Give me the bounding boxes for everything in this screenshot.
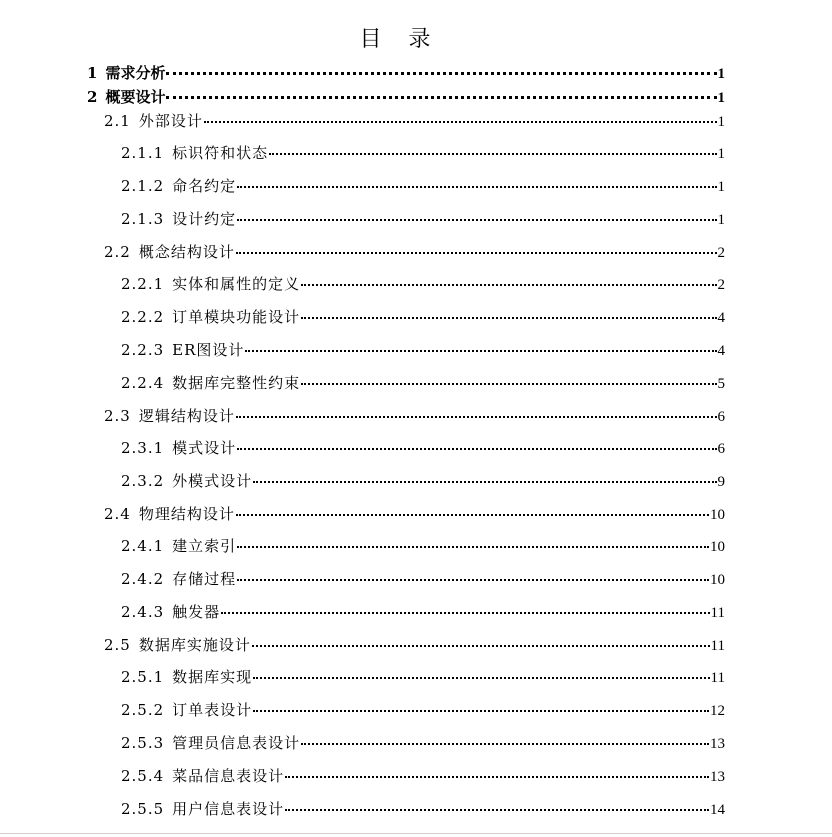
toc-entry-level2[interactable] — [0, 110, 725, 142]
toc-entry-title: 菜品信息表设计 — [172, 767, 285, 785]
toc-entry-level3[interactable] — [0, 273, 725, 306]
toc-entry-level3[interactable] — [0, 765, 725, 798]
toc-dot-leader — [253, 481, 716, 483]
toc-dot-leader — [237, 546, 709, 548]
toc-entry-page-number: 13 — [710, 736, 725, 752]
toc-entry-page-number: 1 — [717, 146, 725, 162]
toc-title: 目 录 — [359, 27, 441, 52]
toc-dot-leader — [166, 96, 716, 99]
toc-entry-number: 2.5.1 — [121, 668, 165, 686]
toc-entry-number: 2.5.2 — [121, 701, 165, 719]
toc-entry-page-number: 1 — [717, 114, 725, 130]
toc-entry-number: 2.4.2 — [121, 570, 165, 588]
toc-entry-level3[interactable] — [0, 535, 725, 568]
toc-entry-title: ER图设计 — [172, 341, 245, 359]
toc-entry-level3[interactable] — [0, 601, 725, 634]
toc-entry-page-number: 5 — [717, 376, 725, 392]
toc-entry-title: 管理员信息表设计 — [172, 734, 301, 752]
toc-dot-leader — [237, 219, 716, 221]
toc-entry-title: 概要设计 — [105, 88, 166, 106]
toc-dot-leader — [166, 72, 716, 75]
toc-entry-number: 2.4.3 — [121, 603, 165, 621]
toc-entry-title: 用户信息表设计 — [172, 800, 285, 818]
toc-entry-page-number: 9 — [717, 474, 725, 490]
toc-entry-page-number: 12 — [710, 703, 725, 719]
toc-entry-page-number: 1 — [717, 212, 725, 228]
toc-entry-title: 标识符和状态 — [172, 144, 269, 162]
toc-entry-level3[interactable] — [0, 142, 725, 175]
toc-entry-number: 2.4 — [104, 505, 131, 523]
toc-entry-level1[interactable] — [0, 86, 725, 110]
toc-entry-title: 物理结构设计 — [138, 505, 235, 523]
toc-entry-number: 2.1.3 — [121, 210, 165, 228]
toc-entry-level3[interactable] — [0, 437, 725, 470]
toc-entry-page-number: 6 — [717, 409, 725, 425]
toc-entry-title: 数据库实现 — [172, 668, 253, 686]
toc-entry-title: 外部设计 — [138, 112, 203, 130]
toc-entry-level3[interactable] — [0, 732, 725, 765]
toc-entry-page-number: 11 — [710, 670, 725, 686]
toc-entry-number: 2.3.2 — [121, 472, 165, 490]
toc-entry-number: 2.2.2 — [121, 308, 165, 326]
toc-entry-level3[interactable] — [0, 470, 725, 503]
table-of-contents — [0, 62, 832, 831]
toc-dot-leader — [204, 121, 717, 123]
toc-dot-leader — [253, 677, 709, 679]
toc-entry-number: 1 — [87, 64, 98, 82]
toc-entry-number: 2.3.1 — [121, 439, 165, 457]
toc-entry-page-number: 1 — [717, 66, 725, 82]
toc-entry-page-number: 2 — [717, 277, 725, 293]
toc-entry-level2[interactable] — [0, 241, 725, 273]
toc-entry-title: 逻辑结构设计 — [138, 407, 235, 425]
toc-dot-leader — [245, 350, 716, 352]
toc-dot-leader — [301, 383, 716, 385]
toc-entry-title: 订单模块功能设计 — [172, 308, 301, 326]
toc-entry-number: 2.2 — [104, 243, 131, 261]
toc-entry-page-number: 2 — [717, 245, 725, 261]
toc-entry-title: 订单表设计 — [172, 701, 253, 719]
toc-entry-title: 概念结构设计 — [138, 243, 235, 261]
toc-entry-number: 2.1.1 — [121, 144, 165, 162]
toc-entry-level3[interactable] — [0, 339, 725, 372]
toc-dot-leader — [236, 514, 709, 516]
toc-entry-title: 数据库实施设计 — [138, 636, 251, 654]
toc-dot-leader — [237, 186, 716, 188]
toc-entry-page-number: 4 — [717, 310, 725, 326]
toc-entry-page-number: 1 — [717, 90, 725, 106]
toc-dot-leader — [236, 416, 717, 418]
toc-entry-number: 2.5.5 — [121, 800, 165, 818]
toc-dot-leader — [253, 710, 709, 712]
toc-entry-number: 2 — [87, 88, 98, 106]
toc-entry-title: 需求分析 — [105, 64, 166, 82]
toc-dot-leader — [301, 284, 716, 286]
page-divider — [0, 833, 832, 834]
toc-entry-page-number: 14 — [710, 802, 725, 818]
toc-dot-leader — [221, 612, 709, 614]
toc-entry-level3[interactable] — [0, 798, 725, 831]
toc-entry-number: 2.5.3 — [121, 734, 165, 752]
toc-entry-title: 建立索引 — [172, 537, 237, 555]
toc-entry-number: 2.5 — [104, 636, 131, 654]
toc-dot-leader — [236, 252, 717, 254]
toc-entry-number: 2.5.4 — [121, 767, 165, 785]
toc-entry-level3[interactable] — [0, 372, 725, 405]
toc-entry-number: 2.4.1 — [121, 537, 165, 555]
toc-dot-leader — [301, 317, 716, 319]
toc-entry-number: 2.1 — [104, 112, 131, 130]
toc-entry-page-number: 10 — [710, 507, 725, 523]
toc-entry-level3[interactable] — [0, 208, 725, 241]
toc-entry-title: 模式设计 — [172, 439, 237, 457]
toc-entry-number: 2.1.2 — [121, 177, 165, 195]
toc-entry-level2[interactable] — [0, 405, 725, 437]
toc-dot-leader — [269, 153, 716, 155]
toc-dot-leader — [237, 579, 709, 581]
toc-entry-level3[interactable] — [0, 699, 725, 732]
toc-entry-level2[interactable] — [0, 503, 725, 535]
toc-dot-leader — [285, 776, 709, 778]
toc-entry-number: 2.3 — [104, 407, 131, 425]
toc-entry-page-number: 6 — [717, 441, 725, 457]
toc-entry-title: 设计约定 — [172, 210, 237, 228]
toc-entry-page-number: 10 — [710, 572, 725, 588]
toc-entry-level3[interactable] — [0, 568, 725, 601]
toc-entry-page-number: 10 — [710, 539, 725, 555]
toc-entry-title: 数据库完整性约束 — [172, 374, 301, 392]
toc-entry-number: 2.2.4 — [121, 374, 165, 392]
toc-entry-level3[interactable] — [0, 666, 725, 699]
toc-dot-leader — [285, 809, 709, 811]
toc-entry-title: 存储过程 — [172, 570, 237, 588]
toc-entry-level3[interactable] — [0, 175, 725, 208]
toc-entry-title: 命名约定 — [172, 177, 237, 195]
toc-entry-page-number: 4 — [717, 343, 725, 359]
toc-entry-page-number: 11 — [710, 638, 725, 654]
toc-entry-page-number: 1 — [717, 179, 725, 195]
toc-entry-level2[interactable] — [0, 634, 725, 666]
toc-dot-leader — [237, 448, 716, 450]
toc-entry-number: 2.2.3 — [121, 341, 165, 359]
toc-entry-page-number: 11 — [710, 605, 725, 621]
toc-entry-level3[interactable] — [0, 306, 725, 339]
toc-entry-title: 外模式设计 — [172, 472, 253, 490]
toc-entry-level1[interactable] — [0, 62, 725, 86]
toc-entry-number: 2.2.1 — [121, 275, 165, 293]
toc-entry-page-number: 13 — [710, 769, 725, 785]
toc-entry-title: 触发器 — [172, 603, 221, 621]
toc-dot-leader — [252, 645, 710, 647]
toc-dot-leader — [301, 743, 709, 745]
toc-entry-title: 实体和属性的定义 — [172, 275, 301, 293]
